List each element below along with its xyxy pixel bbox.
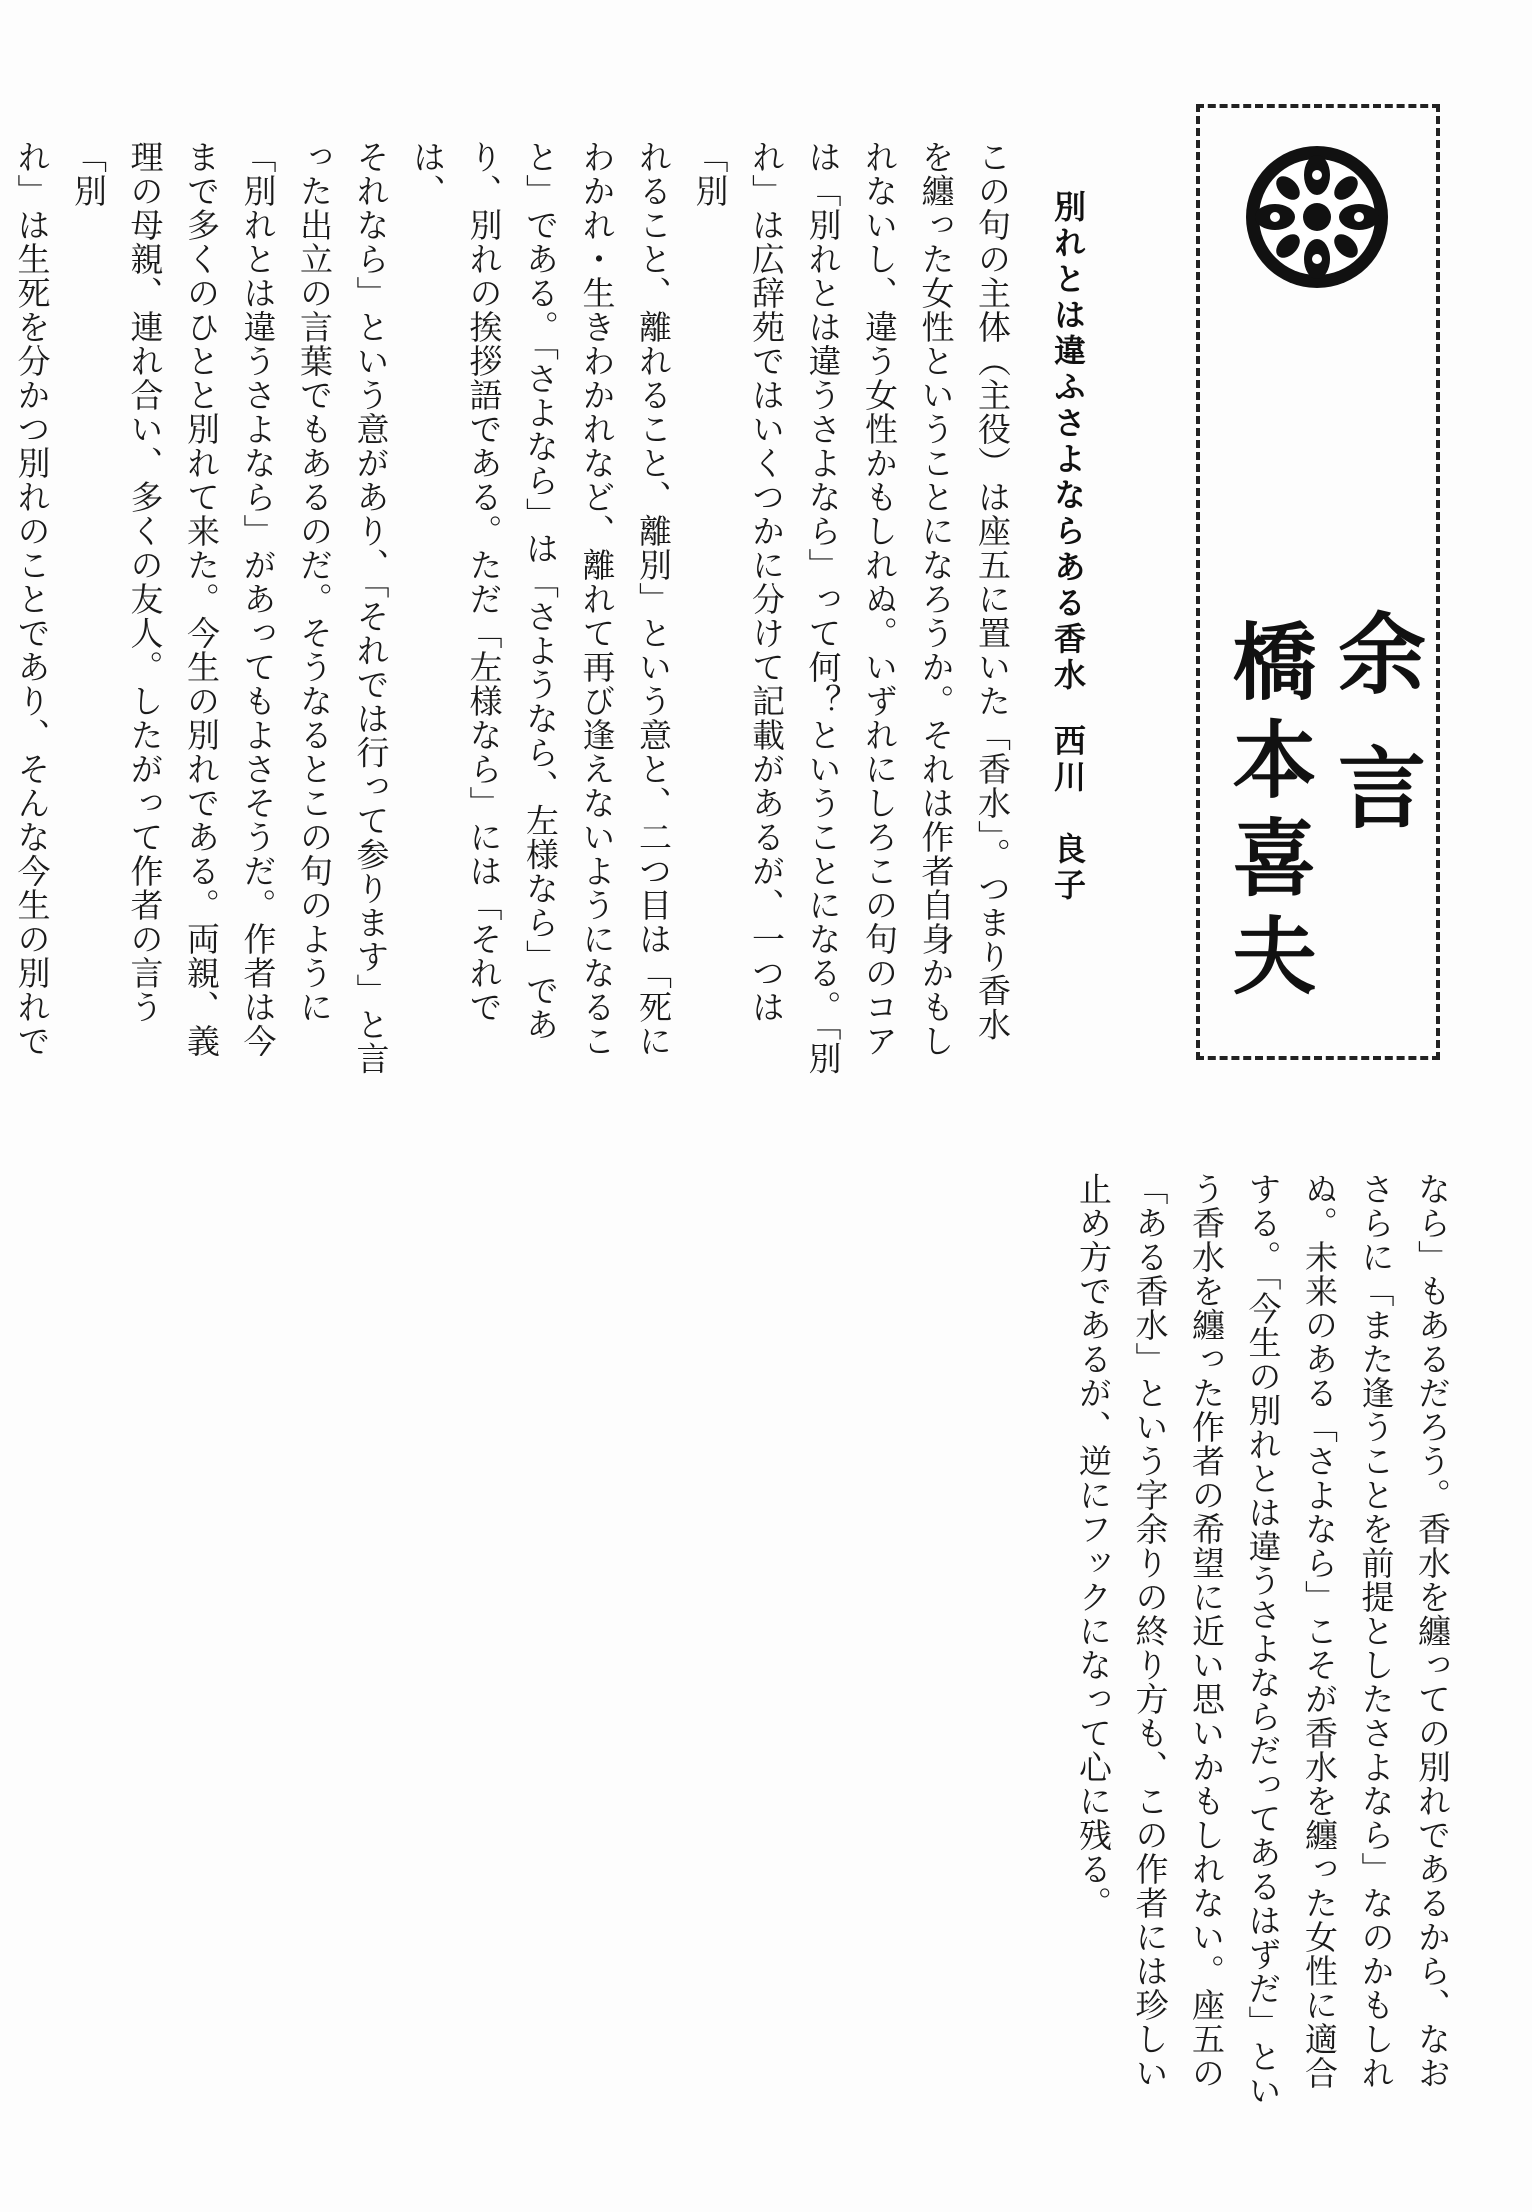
- text-line: れること、離れること、離別」という意と、二つ目は「死に: [634, 140, 673, 1058]
- text-line: それなら」という意があり、「それでは行って参ります」と言: [351, 140, 391, 1076]
- subtitle: [1036, 190, 1096, 1090]
- haiku-text: 別れとは違ふさよならある香水: [1049, 190, 1087, 694]
- text-line: れないし、違う女性かもしれぬ。いずれにしろこの句のコア: [860, 140, 899, 1058]
- text-line: 「別れとは違うさよなら」があってもよさそうだ。作者は今: [238, 140, 278, 1058]
- haiku-writer: 西川 良子: [1049, 724, 1087, 904]
- text-line: 理の母親、連れ合い、多くの友人。したがって作者の言う「別: [69, 140, 165, 1024]
- text-line: と」である。「さよなら」は「さようなら、左様なら」であ: [521, 140, 560, 1042]
- text-line: この句の主体（主役）は座五に置いた「香水」。つまり香水: [973, 140, 1012, 1042]
- text-line: れ」は生死を分かつ別れのことであり、そんな今生の別れで: [12, 140, 52, 1058]
- text-line: わかれ・生きわかれなど、離れて再び逢えないようになるこ: [577, 140, 617, 1058]
- text-line: う香水を纏った作者の希望に近い思いかもしれない。座五の: [1187, 1172, 1226, 2090]
- commentary-lower: [1060, 1172, 1460, 2112]
- text-line: 「ある香水」という字余りの終り方も、この作者には珍しい: [1130, 1172, 1170, 2090]
- commentary-upper: [12, 140, 1020, 1080]
- text-line: ぬ。未来のある「さよなら」こそが香水を纏った女性に適合: [1300, 1172, 1339, 2090]
- text-line: り、別れの挨拶語である。ただ「左様なら」には「それでは、: [408, 140, 504, 1024]
- text-line: [0, 140, 3, 1080]
- text-line: 止め方であるが、逆にフックになって心に残る。: [1074, 1172, 1113, 1920]
- series-title: 余言: [1324, 608, 1428, 876]
- text-line: を纏った女性ということになろうか。それは作者自身かもし: [916, 140, 956, 1058]
- emblem-icon: [1242, 142, 1392, 292]
- title-box: [1196, 104, 1440, 1060]
- text-line: なら」もあるだろう。香水を纏っての別れであるから、なお: [1413, 1172, 1452, 2090]
- text-line: れ」は広辞苑ではいくつかに分けて記載があるが、一つは「別: [690, 140, 786, 1024]
- text-line: った出立の言葉でもあるのだ。そうなるとこの句のように: [295, 140, 334, 1024]
- author-name: 橋本喜夫: [1219, 618, 1318, 1010]
- text-line: は「別れとは違うさよなら」って何？ということになる。「別: [803, 140, 843, 1076]
- text-line: まで多くのひとと別れて来た。今生の別れである。両親、義: [182, 140, 221, 1058]
- text-line: する。「今生の別れとは違うさよならだってあるはずだ」とい: [1243, 1172, 1283, 2108]
- text-line: さらに「また逢うことを前提としたさよなら」なのかもしれ: [1356, 1172, 1396, 2090]
